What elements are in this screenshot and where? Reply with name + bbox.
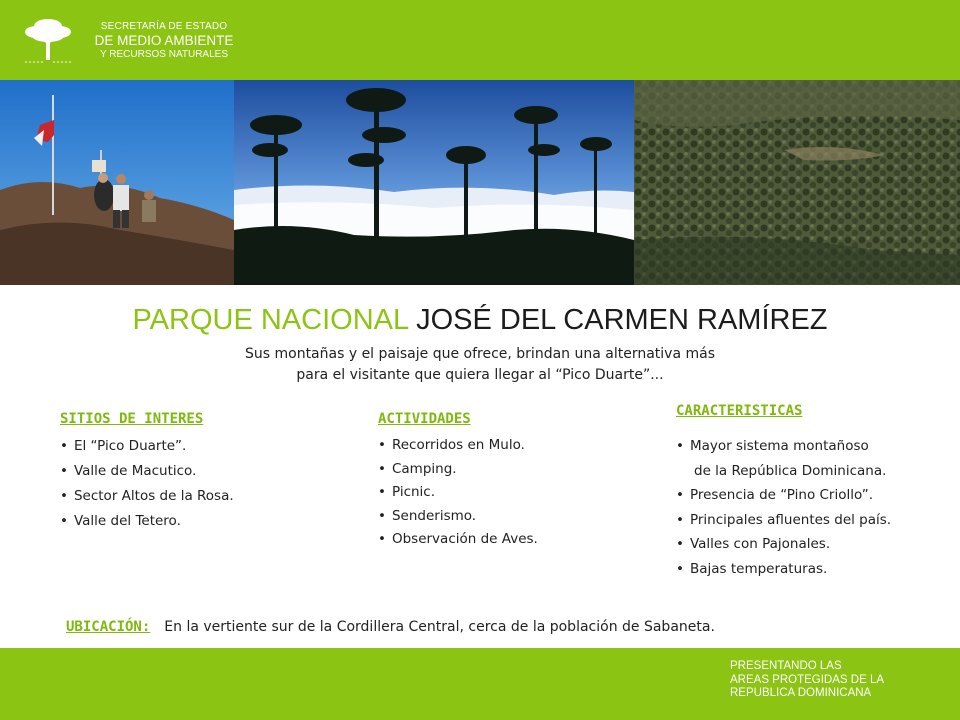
footer-line-1: PRESENTANDO LAS: [730, 660, 842, 672]
list-item: • Senderismo.: [378, 507, 477, 524]
sitios-heading: SITIOS DE INTERES: [60, 411, 204, 427]
photo-summit: [0, 80, 234, 285]
tree-icon: [22, 14, 74, 66]
sitios-section: [60, 410, 234, 534]
actividades-heading: ACTIVIDADES: [378, 411, 471, 427]
footer-bar: [0, 648, 960, 720]
header-bar: [0, 0, 960, 80]
subtitle-line-1: Sus montañas y el paisaje que ofrece, brindan una alternativa más: [244, 346, 715, 362]
title-part-1: PARQUE NACIONAL: [132, 304, 409, 336]
list-item: • Valle de Macutico.: [60, 463, 197, 479]
caracteristicas-list: [676, 434, 891, 582]
footer-line-2: AREAS PROTEGIDAS DE LA: [730, 673, 885, 686]
caracteristicas-heading: CARACTERISTICAS: [676, 403, 803, 419]
agency-line-3: Y RECURSOS NATURALES: [100, 49, 228, 60]
actividades-section: [378, 410, 538, 552]
footer-line-3: REPUBLICA DOMINICANA: [730, 687, 872, 699]
subtitle: [0, 344, 960, 386]
agency-line-1: SECRETARÍA DE ESTADO: [100, 21, 228, 32]
caracteristicas-section: [676, 402, 891, 582]
list-item: • Bajas temperaturas.: [676, 560, 828, 577]
list-item: • El “Pico Duarte”.: [60, 438, 187, 454]
list-item: • Camping.: [378, 460, 457, 477]
list-item: • Principales afluentes del país.: [676, 511, 892, 528]
ubicacion-text: En la vertiente sur de la Cordillera Central, cerca de la población de Sabaneta.: [164, 619, 715, 635]
agency-name: [80, 21, 248, 61]
list-item-continuation: de la República Dominicana.: [694, 462, 887, 479]
list-item: • Valle del Tetero.: [60, 513, 181, 529]
photo-sea-of-clouds: [234, 80, 634, 285]
list-item: • Recorridos en Mulo.: [378, 437, 525, 453]
sitios-list: [60, 434, 234, 534]
ubicacion-row: [66, 617, 715, 637]
subtitle-line-2: para el visitante que quiera llegar al “Pico Duarte”...: [296, 367, 664, 383]
title-part-2: JOSÉ DEL CARMEN RAMÍREZ: [416, 304, 828, 336]
list-item: • Mayor sistema montañoso: [676, 438, 869, 454]
list-item: • Picnic.: [378, 484, 436, 500]
ubicacion-label: UBICACIÓN:: [66, 619, 151, 635]
agency-line-2: DE MEDIO AMBIENTE: [94, 33, 234, 48]
footer-text: [730, 660, 884, 701]
actividades-list: [378, 434, 538, 552]
photo-strip: [0, 80, 960, 285]
page-title: [0, 302, 960, 338]
list-item: • Presencia de “Pino Criollo”.: [676, 487, 874, 504]
photo-pine-forest: [634, 80, 960, 285]
list-item: • Sector Altos de la Rosa.: [60, 488, 234, 504]
list-item: • Valles con Pajonales.: [676, 536, 831, 553]
list-item: • Observación de Aves.: [378, 531, 538, 547]
